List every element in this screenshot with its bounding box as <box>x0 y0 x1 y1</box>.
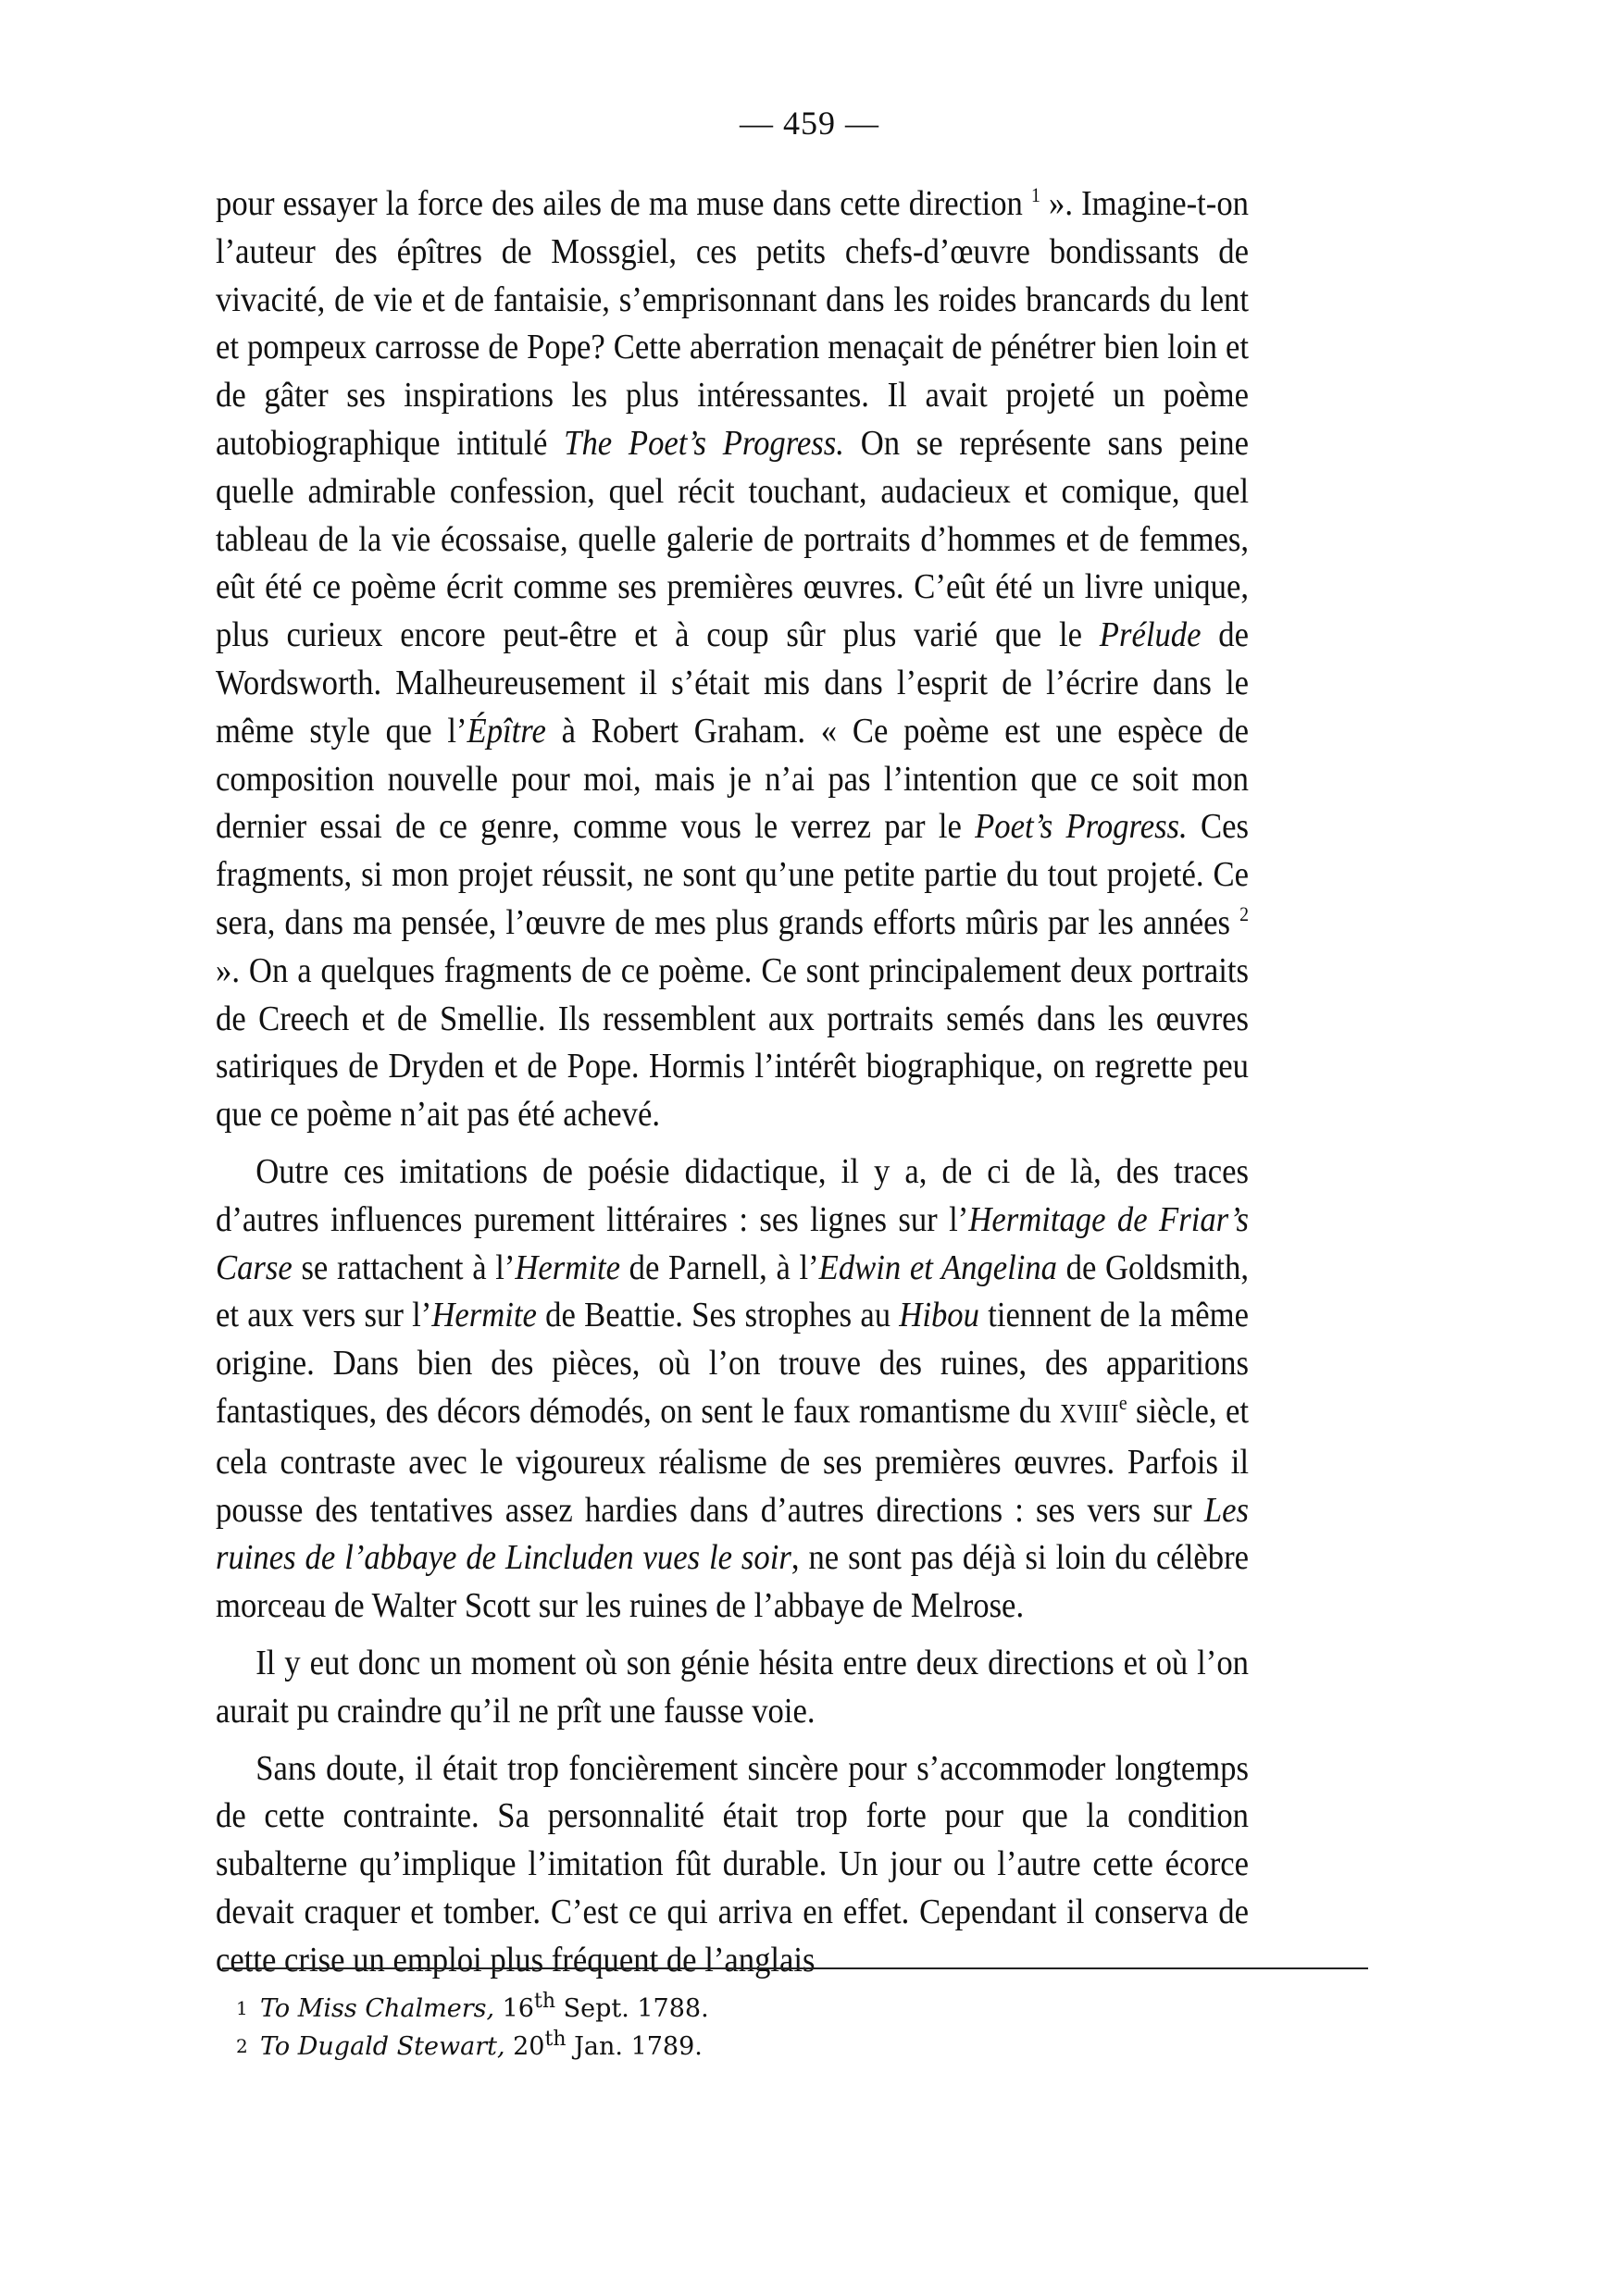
text-run: ». On a quelques fragments de ce poème. Ce sont principalement deux portraits de Creech et de Smellie. Ils ressemblent aux portraits semés dans les œuvres satiriques de Dryden et de Pope. Hormis l’intérêt biographique, on regrette peu que ce poème n’ait pas été achevé. <box>216 950 1249 1135</box>
footnote-date: 20 <box>504 2032 545 2061</box>
text-run: On se représente sans peine quelle admirable confession, quel récit touchant, audacieux et comique, quel tableau de la vie écossaise, quelle galerie de portraits d’hommes et de femmes, eût été ce poème écrit comme ses premières œuvres. C’eût été un livre unique, plus curieux encore peut-être et à coup sûr plus varié que le <box>216 423 1249 655</box>
title-prelude: Prélude <box>1099 615 1202 655</box>
text-run: , ne sont pas déjà si loin du célèbre morceau de Walter Scott sur les ruines de l’abbaye de Melrose. <box>216 1538 1249 1626</box>
footnote-marker: 2 <box>236 2035 248 2057</box>
footnote-date-rest: Jan. 1789. <box>566 2032 703 2061</box>
footnote-ref-1: 1 <box>1030 183 1040 207</box>
title-poets-progress-2: Poet’s Progress. <box>975 807 1188 847</box>
footnote-ordinal: th <box>534 1990 556 2013</box>
text-run: pour essayer la force des ailes de ma muse dans cette direction <box>216 184 1031 223</box>
century-numeral: XVIII <box>1060 1399 1119 1429</box>
text-run: de Beattie. Ses strophes au <box>536 1296 900 1335</box>
title-poets-progress: The Poet’s Progress. <box>564 423 844 463</box>
text-run: ». Imagine-t-on l’auteur des épîtres de Mossgiel, ces petits chefs-d’œuvre bondissants de vivacité, de vie et de fantaisie, s’emprisonnant dans les roides brancards du lent et pompeux carrosse de Pope? Cette aberration menaçait de pénétrer bien loin et de gâter ses inspirations les plus intéressantes. Il avait projeté un poème autobiographique intitulé <box>216 184 1249 463</box>
footnote-recipient: To Miss Chalmers, <box>260 1994 495 2023</box>
paragraph-3: Il y eut donc un moment où son génie hésita entre deux directions et où l’on aurait pu craindre qu’il ne prît une fausse voie. <box>216 1643 1250 1731</box>
footnote-marker: 1 <box>236 1997 248 2019</box>
footnote-2 <box>236 2028 1347 2066</box>
footnote-1 <box>236 1990 1347 2028</box>
title-hermite-parnell: Hermite <box>515 1247 620 1287</box>
century-suffix: e <box>1118 1391 1127 1415</box>
title-hibou: Hibou <box>899 1296 979 1335</box>
footnote-date-rest: Sept. 1788. <box>555 1994 709 2023</box>
paragraph-1 <box>216 180 1249 1139</box>
text-run: Ces fragments, si mon projet réussit, ne sont qu’une petite partie du tout projeté. Ce sera, dans ma pensée, l’œuvre de mes plus grands efforts mûris par les années <box>216 807 1249 942</box>
title-ruines-lincluden: Les ruines de l’abbaye de Lincluden vues le soir <box>216 1490 1249 1578</box>
title-edwin-angelina: Edwin et Angelina <box>818 1247 1057 1287</box>
footnote-divider <box>222 1967 1368 1969</box>
text-run: se rattachent à l’ <box>292 1247 516 1287</box>
footnotes <box>236 1990 1347 2066</box>
footnote-ref-2: 2 <box>1239 902 1249 926</box>
title-hermitage: Hermitage de Friar’s Carse <box>216 1199 1249 1287</box>
title-epitre: Épître <box>467 711 546 751</box>
title-hermite-beattie: Hermite <box>431 1296 537 1335</box>
text-run: de Goldsmith, et aux vers sur l’ <box>216 1247 1249 1335</box>
paragraph-4: Sans doute, il était trop foncièrement sincère pour s’accommoder longtemps de cette contrainte. Sa personnalité était trop forte pour que la condition subalterne qu’implique l’imitation fût durable. Un jour ou l’autre cette écorce devait craquer et tomber. C’est ce qui arriva en effet. Cependant il conserva de cette crise un emploi plus fréquent de l’anglais <box>216 1748 1250 1980</box>
text-run: à Robert Graham. « Ce poème est une espèce de composition nouvelle pour moi, mais je n’ai pas l’intention que ce soit mon dernier essai de ce genre, comme vous le verrez par le <box>216 711 1250 847</box>
text-run: de Parnell, à l’ <box>619 1247 819 1287</box>
body-text <box>216 180 1249 1984</box>
paragraph-2 <box>216 1148 1249 1631</box>
text-run: Outre ces imitations de poésie didactique, il y a, de ci de là, des traces d’autres influences purement littéraires : ses lignes sur l’ <box>216 1151 1250 1239</box>
page-number: — 459 — <box>740 105 879 142</box>
footnote-ordinal: th <box>544 2028 567 2051</box>
text-run: tiennent de la même origine. Dans bien des pièces, où l’on trouve des ruines, des apparitions fantastiques, des décors démodés, on sent le faux romantisme du <box>216 1296 1249 1431</box>
footnote-date: 16 <box>494 1994 534 2023</box>
text-run: de Wordsworth. Malheureusement il s’était mis dans l’esprit de l’écrire dans le même style que l’ <box>216 615 1249 751</box>
text-run: siècle, et cela contraste avec le vigoureux réalisme de ses premières œuvres. Parfois il pousse des tentatives assez hardies dans d’autres directions : ses vers sur <box>216 1391 1249 1530</box>
footnote-recipient: To Dugald Stewart, <box>260 2032 505 2061</box>
